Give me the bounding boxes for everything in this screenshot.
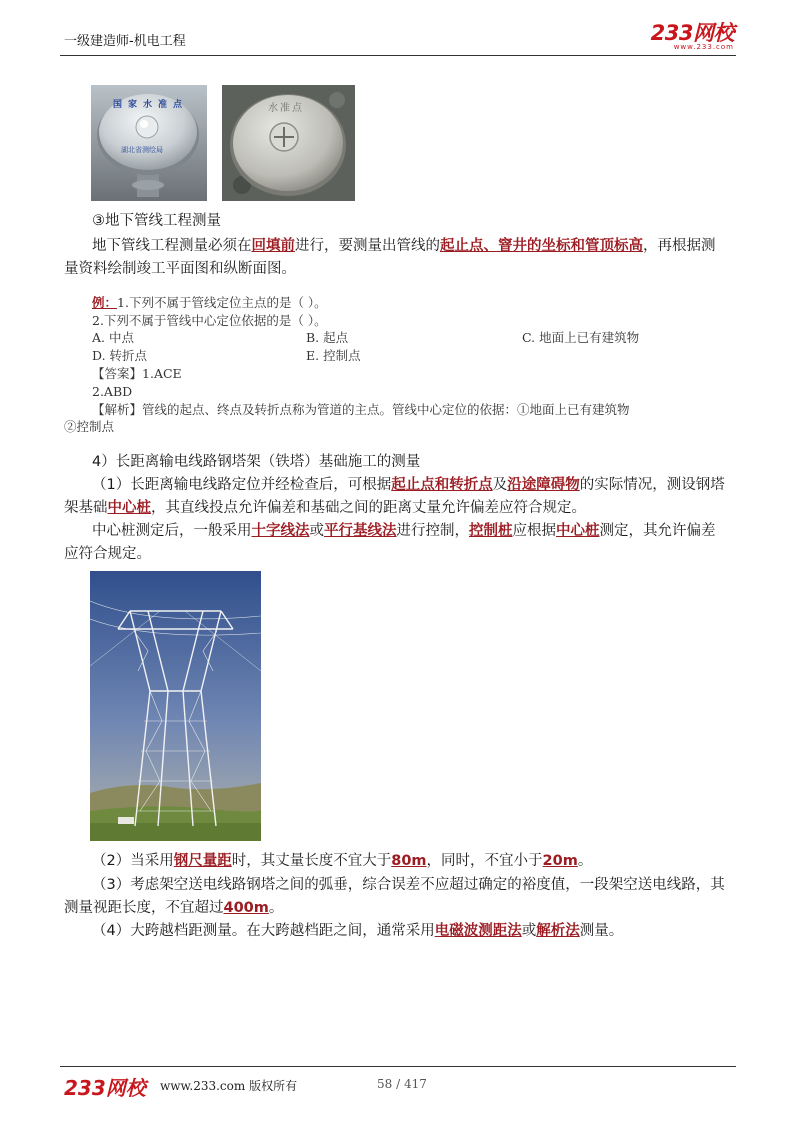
section-heading-underground: ③地下管线工程测量 (92, 213, 221, 229)
footer-copyright: www.233.com 版权所有 (160, 1079, 298, 1093)
keyword-400m: 400m (223, 900, 269, 916)
keyword-coordinates: 起止点、窨井的坐标和管顶标高 (440, 238, 643, 254)
paragraph-transmission-1a (92, 475, 725, 495)
option-e: E. 控制点 (306, 348, 361, 363)
text-run: 或 (521, 923, 537, 939)
text-run: 应根据 (512, 523, 556, 539)
keyword-start-end-turn-points: 起止点和转折点 (391, 477, 493, 493)
text-run: 1.下列不属于管线定位主点的是（ ）。 (117, 295, 327, 310)
keyword-steel-tape: 钢尺量距 (173, 853, 232, 869)
text-run: 时，其丈量长度不宜大于 (231, 853, 392, 869)
paragraph-steel-tape (92, 851, 592, 871)
option-a: A. 中点 (92, 330, 134, 345)
text-run: 。 (577, 853, 593, 869)
text-run: 进行控制， (396, 523, 469, 539)
keyword-obstacles: 沿途障碍物 (507, 477, 580, 493)
answer-1: 1.ACE (142, 366, 182, 381)
footer-logo: 233网校 (64, 1076, 146, 1100)
option-b: B. 起点 (306, 330, 349, 345)
text-run: ，同时，不宜小于 (426, 853, 543, 869)
keyword-center-stake-2: 中心桩 (556, 523, 600, 539)
keyword-center-stake: 中心桩 (107, 500, 151, 516)
benchmark-text-national: 国家水准点 (113, 100, 189, 110)
text-run: 中心桩测定后，一般采用 (92, 523, 252, 539)
header-title: 一级建造师-机电工程 (64, 34, 186, 49)
paragraph-transmission-2a (92, 521, 716, 541)
paragraph-underground-2: 量资料绘制竣工平面图和纵断面图。 (64, 261, 296, 277)
text-run: 管线的起点、终点及转折点称为管道的主点。管线中心定位的依据：①地面上已有建筑物 (142, 402, 630, 417)
text-run: 测量。 (579, 923, 624, 939)
keyword-cross-line-method: 十字线法 (251, 523, 310, 539)
text-run: （2）当采用 (92, 853, 174, 869)
section-heading-transmission: 4）长距离输电线路钢塔架（铁塔）基础施工的测量 (92, 454, 421, 470)
paragraph-sag-1: （3）考虑架空送电线路钢塔之间的弧垂，综合误差不应超过确定的裕度值，一段架空送电线路，其 (92, 877, 725, 893)
text-run: 或 (309, 523, 324, 539)
text-run: 测量视距长度，不宜超过 (64, 900, 224, 916)
paragraph-transmission-1b (64, 498, 586, 518)
benchmark-photo-stainless (91, 85, 207, 201)
header-divider (60, 55, 736, 56)
answer-line-1 (92, 365, 182, 382)
text-run: （1）长距离输电线路定位并经检查后，可根据 (92, 477, 392, 493)
benchmark-photo-metal (222, 85, 355, 201)
example-question-1 (92, 294, 327, 311)
steel-tower-photo (90, 571, 261, 841)
analysis-line-1 (92, 401, 630, 418)
text-run: 测定，其允许偏差 (599, 523, 716, 539)
option-d: D. 转折点 (92, 348, 148, 363)
keyword-20m: 20m (542, 853, 578, 869)
benchmark-text-shuizhundian: 水准点 (268, 103, 304, 114)
keyword-before-backfill: 回填前 (251, 238, 295, 254)
option-c: C. 地面上已有建筑物 (522, 330, 640, 345)
keyword-80m: 80m (391, 853, 427, 869)
text-run: 。 (268, 900, 284, 916)
text-run: 及 (492, 477, 508, 493)
footer-divider (60, 1066, 736, 1067)
header-logo-url: www.233.com (673, 43, 734, 51)
paragraph-underground-1 (92, 236, 716, 256)
paragraph-transmission-2b: 应符合规定。 (64, 546, 151, 562)
text-run: ，其直线投点允许偏差和基础之间的距离丈量允许偏差应符合规定。 (151, 500, 586, 516)
keyword-analytic-method: 解析法 (536, 923, 580, 939)
paragraph-sag-2 (64, 898, 283, 918)
answer-label: 【答案】 (92, 366, 143, 381)
text-run: ，再根据测 (643, 238, 716, 254)
analysis-line-2: ②控制点 (64, 419, 115, 434)
keyword-parallel-baseline: 平行基线法 (324, 523, 397, 539)
text-run: 的实际情况，测设钢塔 (579, 477, 725, 493)
page-number: 58 / 417 (377, 1077, 427, 1091)
answer-2: 2.ABD (92, 384, 133, 399)
analysis-label: 【解析】 (92, 402, 143, 417)
benchmark-text-bureau: 湖北省测绘局 (121, 146, 163, 154)
text-run: 架基础 (64, 500, 108, 516)
header-logo (651, 22, 734, 51)
paragraph-large-span (92, 921, 623, 941)
text-run: 进行，要测量出管线的 (295, 238, 440, 254)
example-label: 例： (92, 295, 118, 310)
keyword-control-stake: 控制桩 (469, 523, 513, 539)
example-question-2: 2.下列不属于管线中心定位依据的是（ ）。 (92, 313, 327, 328)
keyword-emd: 电磁波测距法 (434, 923, 522, 939)
text-run: 地下管线工程测量必须在 (92, 238, 252, 254)
header-logo-text: 233网校 (650, 21, 734, 45)
text-run: （4）大跨越档距测量。在大跨越档距之间，通常采用 (92, 923, 435, 939)
